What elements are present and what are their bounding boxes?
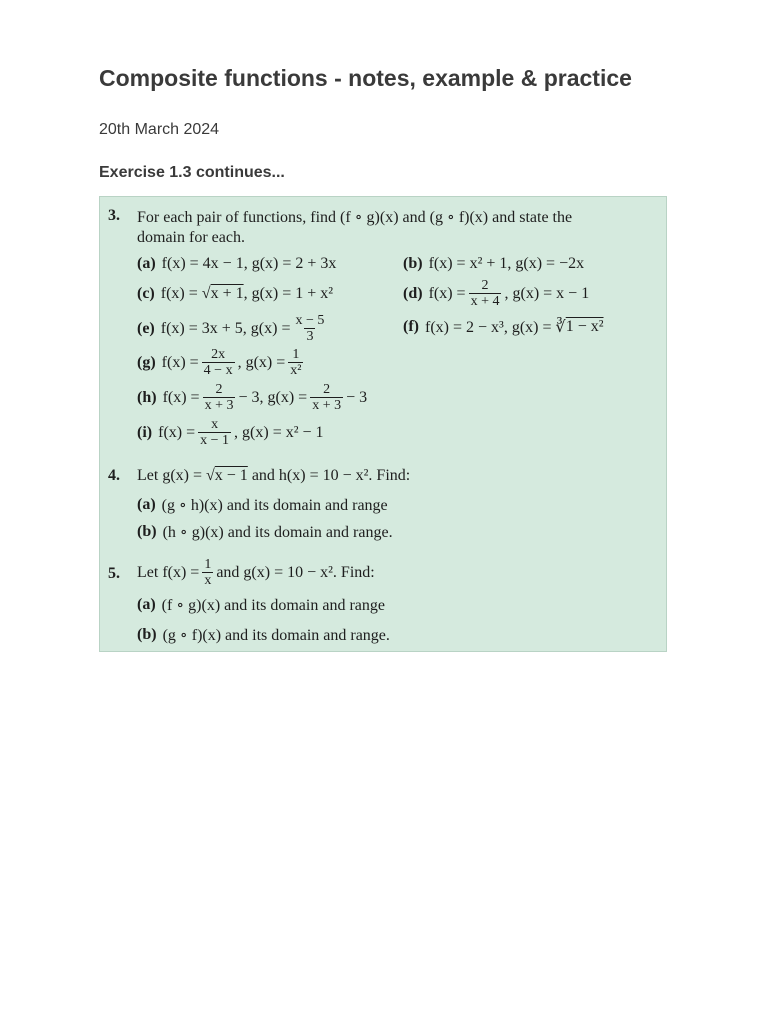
- radicand: x − 1: [214, 467, 248, 484]
- fraction: [203, 382, 236, 413]
- fraction: [310, 382, 343, 413]
- part-label: (e): [137, 319, 155, 337]
- part-label: (b): [403, 255, 423, 272]
- part-label: (a): [137, 496, 156, 513]
- part-label: (b): [137, 626, 157, 643]
- question-3-part-h: [137, 382, 367, 413]
- part-text: (g ∘ h)(x) and its domain and range: [161, 497, 388, 514]
- part-text: f(x) =: [162, 388, 200, 406]
- part-label: (a): [137, 255, 156, 272]
- part-text: , g(x) = 1 + x²: [243, 285, 334, 302]
- part-text: − 3, g(x) =: [238, 388, 308, 406]
- denominator: x + 4: [470, 294, 500, 309]
- question-4-number: 4.: [108, 467, 120, 484]
- part-label: (a): [137, 596, 156, 613]
- question-3-text-line-1: For each pair of functions, find (f ∘ g)(x) and (g ∘ f)(x) and state the: [137, 209, 573, 226]
- part-label: (h): [137, 388, 157, 406]
- question-3-part-i: [137, 417, 324, 448]
- part-text: f(x) =: [428, 284, 466, 302]
- part-label: (f): [403, 318, 419, 335]
- question-3-part-b: [403, 255, 584, 273]
- question-5-part-b: [137, 625, 390, 645]
- part-text: , g(x) =: [237, 353, 286, 371]
- question-4-text: [137, 467, 410, 485]
- denominator: 4 − x: [203, 363, 233, 378]
- question-text: and g(x) = 10 − x². Find:: [216, 563, 375, 581]
- question-text: Let g(x) = √: [137, 467, 215, 484]
- question-text: Let f(x) =: [137, 563, 200, 581]
- part-text: f(x) = √: [160, 285, 211, 302]
- part-text: f(x) = 2 − x³, g(x) = ∛: [424, 319, 566, 336]
- numerator: 2x: [211, 347, 226, 362]
- denominator: x: [204, 573, 212, 588]
- question-4-part-b: [137, 522, 393, 542]
- part-text: , g(x) = x² − 1: [234, 423, 324, 441]
- denominator: 3: [306, 329, 314, 344]
- part-text: f(x) =: [158, 423, 196, 441]
- denominator: x + 3: [204, 398, 234, 413]
- fraction: [202, 347, 235, 378]
- page-date: 20th March 2024: [99, 121, 220, 138]
- numerator: 2: [323, 382, 331, 397]
- question-3-part-c: [137, 285, 333, 303]
- question-3-part-f: [403, 317, 604, 337]
- question-3-number: 3.: [108, 207, 120, 224]
- question-3-part-a: [137, 255, 336, 273]
- numerator: x − 5: [295, 313, 325, 328]
- denominator: x²: [290, 363, 302, 378]
- question-3-part-e: [137, 313, 329, 344]
- fraction: [469, 278, 502, 309]
- question-3-text-line-2: domain for each.: [137, 229, 245, 246]
- page-title: Composite functions - notes, example & practice: [99, 65, 632, 91]
- fraction: [202, 557, 213, 588]
- part-text: (h ∘ g)(x) and its domain and range.: [162, 524, 393, 541]
- numerator: x: [211, 417, 219, 432]
- question-3-part-d: [403, 278, 589, 309]
- question-3-part-g: [137, 347, 306, 378]
- question-text: and h(x) = 10 − x². Find:: [247, 467, 411, 484]
- part-label: (i): [137, 423, 153, 441]
- exercise-image: [99, 196, 667, 652]
- fraction: [293, 313, 326, 344]
- question-5-text: [137, 557, 375, 588]
- part-text: f(x) =: [161, 353, 199, 371]
- fraction: [288, 347, 303, 378]
- part-text: (g ∘ f)(x) and its domain and range.: [162, 627, 390, 644]
- part-text: , g(x) = x − 1: [504, 284, 590, 302]
- question-5-part-a: [137, 595, 385, 615]
- part-text: − 3: [346, 388, 368, 406]
- numerator: 2: [481, 278, 489, 293]
- question-5-number: 5.: [108, 565, 120, 582]
- numerator: 1: [204, 557, 212, 572]
- numerator: 1: [292, 347, 300, 362]
- part-text: (f ∘ g)(x) and its domain and range: [161, 597, 385, 614]
- part-text: f(x) = 3x + 5, g(x) =: [160, 319, 291, 337]
- part-label: (c): [137, 285, 155, 302]
- part-label: (g): [137, 353, 156, 371]
- denominator: x − 1: [200, 433, 230, 448]
- part-text: f(x) = x² + 1, g(x) = −2x: [428, 255, 585, 272]
- section-heading: Exercise 1.3 continues...: [99, 164, 285, 181]
- fraction: [198, 417, 231, 448]
- part-label: (b): [137, 523, 157, 540]
- part-text: f(x) = 4x − 1, g(x) = 2 + 3x: [161, 255, 337, 272]
- part-label: (d): [403, 284, 423, 302]
- radicand: 1 − x²: [565, 318, 604, 335]
- question-4-part-a: [137, 495, 388, 515]
- radicand: x + 1: [210, 285, 244, 302]
- denominator: x + 3: [312, 398, 342, 413]
- numerator: 2: [215, 382, 223, 397]
